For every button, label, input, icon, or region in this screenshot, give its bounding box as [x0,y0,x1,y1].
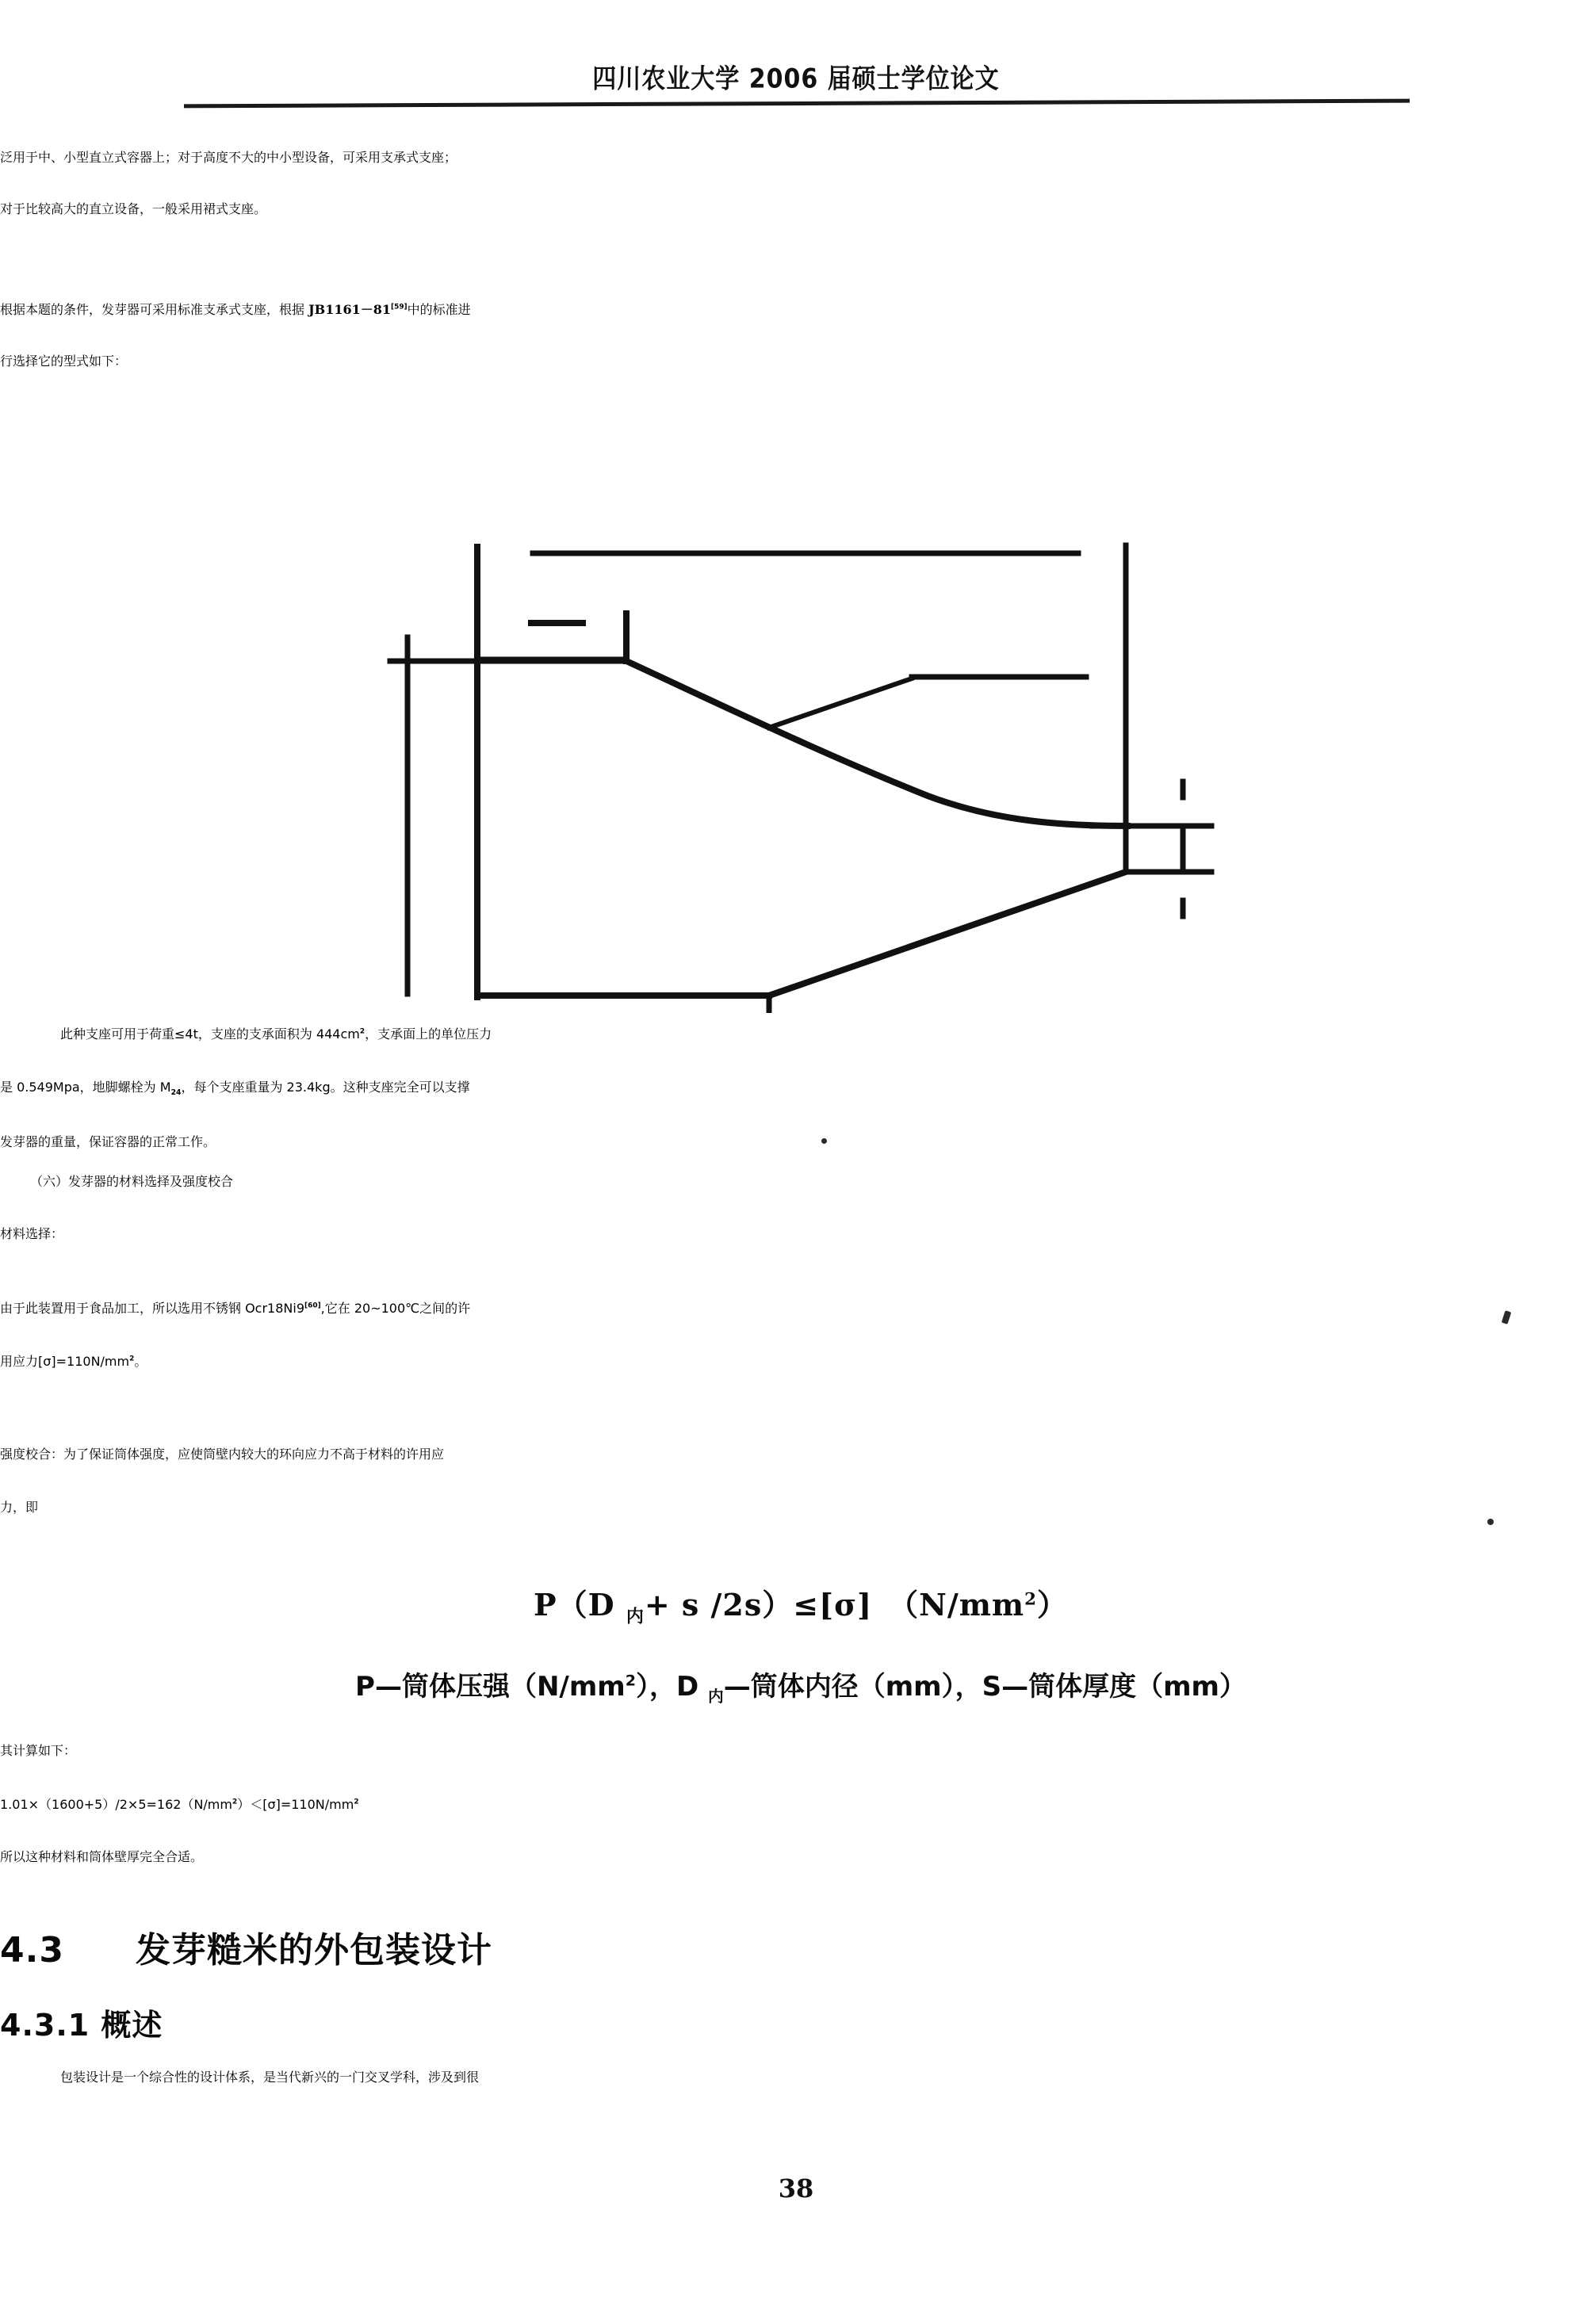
paragraph-4-line-2 [0,1351,1227,1370]
paragraph-3-text-a: 此种支座可用于荷重≤4t，支座的支承面积为 444cm [60,1026,360,1042]
paragraph-1-line-2: 对于比较高大的直立设备，一般采用裙式支座。 [0,201,267,216]
running-header: 四川农业大学 2006 届硕士学位论文 [592,63,1000,95]
calculation-label [0,1741,1227,1759]
bracket-support-diagram [373,490,1292,1013]
scan-speck-1 [821,1138,827,1144]
formula-notation [187,1665,1414,1707]
conclusion-line [0,1847,1227,1865]
heading-4-3-text: 4.3 发芽糙米的外包装设计 [0,1930,492,1970]
calculation-label-text: 其计算如下： [0,1743,77,1758]
heading-4-3 [0,1921,1227,1972]
paragraph-3-line-1 [0,1024,1227,1042]
paragraph-4-text-b: ,它在 20~100℃之间的许 [320,1301,471,1316]
stress-formula [187,1581,1414,1628]
heading-4-3-1-text: 4.3.1 概述 [0,2008,163,2043]
calculation-line [0,1795,1227,1813]
scan-speck-2 [1502,1310,1512,1324]
scan-speck-3 [1487,1519,1494,1525]
paragraph-4-text-a: 由于此装置用于食品加工，所以选用不锈钢 Ocr18Ni9 [0,1301,305,1316]
paragraph-4-line-1 [0,1298,1227,1317]
section-six-title [0,1172,1227,1190]
paragraph-3-line-3: 发芽器的重量，保证容器的正常工作。 [0,1134,216,1150]
paragraph-6-line-1: 包装设计是一个综合性的设计体系，是当代新兴的一门交叉学科，涉及到很 [60,2070,480,2085]
paragraph-1-line-1: 泛用于中、小型直立式容器上；对于高度不大的中小型设备，可采用支承式支座； [0,150,457,165]
gusset-curve [626,661,1127,826]
paragraph-2-line-2: 行选择它的型式如下： [0,354,128,369]
paragraph-5 [0,1444,1227,1516]
material-selection-label [0,1224,1227,1242]
calculation-text-a: 1.01×（1600+5）/2×5=162（N/mm [0,1797,232,1812]
calculation-exponent-2: 2 [354,1798,359,1806]
allowable-stress-text: 用应力[σ]=110N/mm [0,1354,130,1369]
formula-text-a: P（D [534,1587,626,1623]
formula-text-b: + s /2s）≤[σ] （N/mm [644,1587,1025,1623]
paragraph-6 [0,2067,1227,2085]
paragraph-4 [0,1298,1227,1370]
page-number: 38 [778,2173,814,2204]
paragraph-5-line-2: 力，即 [0,1500,39,1515]
paragraph-2 [0,300,1227,369]
branch-diagonal [769,678,912,728]
heading-4-3-1 [0,2001,1227,2044]
calculation-expression [0,1795,1227,1813]
header-rule [184,99,1410,109]
paragraph-3-text-b: ，支承面上的单位压力 [365,1026,492,1042]
calculation-text-b: ）＜[σ]=110N/mm [237,1797,354,1812]
formula-exponent: 2 [1024,1589,1037,1610]
standard-code-jb1161-81: JB1161－81 [308,302,391,317]
paragraph-3-text-d: ，每个支座重量为 23.4kg。这种支座完全可以支撑 [181,1080,470,1095]
paragraph-3-line-2 [0,1077,1227,1097]
notation-text-b: ），D [635,1671,709,1703]
paragraph-3 [0,1024,1227,1150]
paragraph-5-line-1: 强度校合：为了保证筒体强度，应使筒壁内较大的环向应力不高于材料的许用应 [0,1447,445,1462]
reference-marker-60: [60] [304,1302,321,1310]
brace-diagonal [769,872,1126,996]
area-unit-exponent: 2 [359,1027,365,1036]
bolt-size-subscript: 24 [170,1088,182,1098]
paragraph-2-text-a: 根据本题的条件，发芽器可采用标准支承式支座，根据 [0,302,309,317]
conclusion-text: 所以这种材料和筒体壁厚完全合适。 [0,1849,204,1864]
paragraph-2-line-1 [0,300,1227,318]
formula-subscript-inner: 内 [626,1606,645,1627]
notation-text-a: P—筒体压强（N/mm [355,1671,626,1703]
section-six-title-text: （六）发芽器的材料选择及强度校合 [30,1174,234,1189]
paragraph-3-text-c: 是 0.549Mpa，地脚螺栓为 M [0,1080,171,1095]
stress-unit-exponent: 2 [129,1355,135,1363]
formula-text-c: ） [1036,1587,1068,1623]
notation-exponent-1: 2 [625,1672,636,1690]
calculation-exponent-1: 2 [232,1798,238,1806]
paragraph-4-period: 。 [134,1354,147,1369]
reference-marker-59: [59] [391,303,408,312]
notation-subscript-inner: 内 [708,1687,724,1706]
paragraph-1 [0,147,1227,217]
material-selection-label-text: 材料选择： [0,1226,64,1241]
bracket-support-svg [373,490,1292,1013]
notation-text-c: —筒体内径（mm），S—筒体厚度（mm） [723,1671,1246,1703]
paragraph-2-text-c: 中的标准进 [407,302,471,317]
